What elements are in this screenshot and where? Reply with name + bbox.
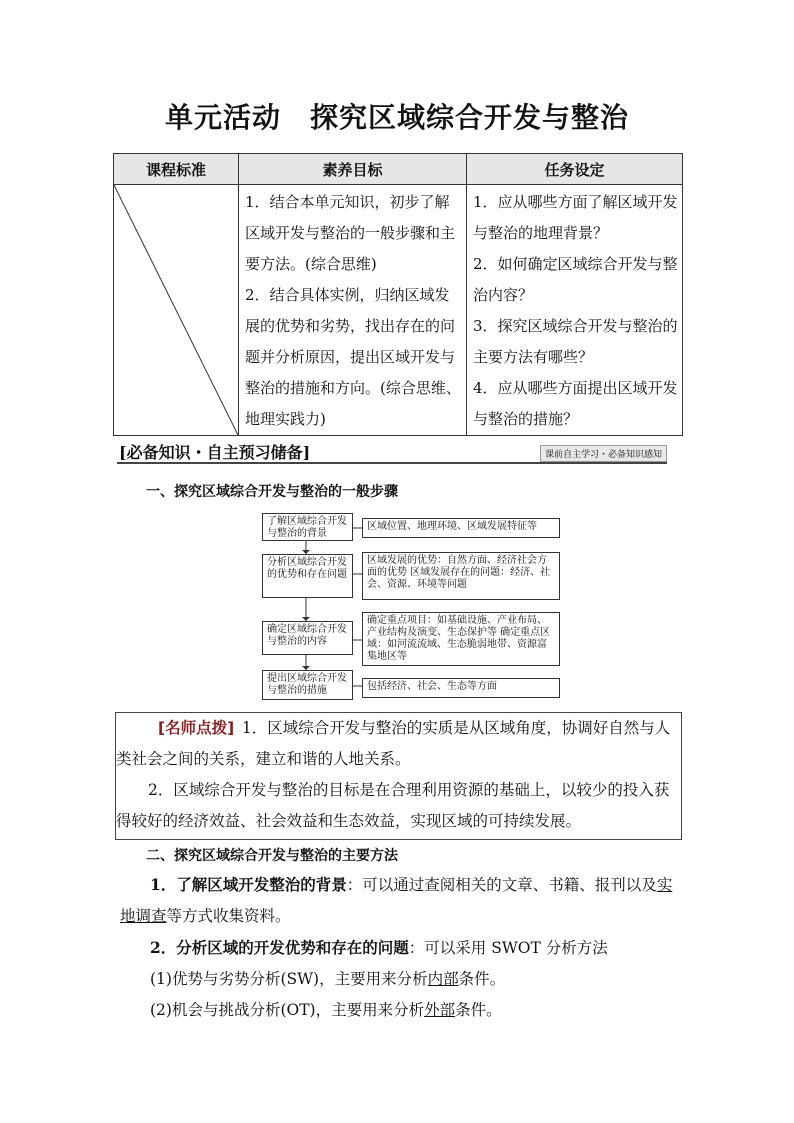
heading-steps: 一、探究区域综合开发与整治的一般步骤: [146, 484, 398, 500]
tasks-cell: [467, 185, 683, 436]
swot-sw-underline: 内部: [427, 970, 459, 988]
flow-note-content: 确定重点项目：如基础设施、产业布局、产业结构及演变、生态保护等 确定重点区域：如河流流域、生态脆弱地带、资源富集地区等: [362, 612, 560, 666]
flow-step-background: 了解区域综合开发与整治的背景: [262, 513, 353, 541]
swot-sw: [120, 964, 680, 995]
flow-note-background: 区域位置、地理环境、区域发展特征等: [362, 518, 560, 538]
swot-ot-end: 条件。: [455, 1001, 502, 1019]
method-1-text: ：可以通过查阅相关的文章、书籍、报刊以及: [346, 876, 657, 894]
tip-paragraph-1: [116, 713, 681, 775]
page-title: 单元活动 探究区域综合开发与整治: [164, 101, 629, 134]
flow-note-measures: 包括经济、社会、生态等方面: [362, 678, 560, 698]
section-title: [必备知识・自主预习储备]: [119, 443, 311, 462]
goals-cell: [239, 185, 467, 436]
flowchart: [260, 508, 570, 708]
empty-diagonal-cell: [114, 185, 239, 436]
diagonal-line: [114, 185, 238, 435]
method-2: [120, 932, 680, 964]
header-task-settings: 任务设定: [467, 154, 683, 185]
methods-text: [120, 869, 680, 1026]
method-1-lead: 1．了解区域开发整治的背景: [150, 875, 347, 894]
swot-ot-text: (2)机会与挑战分析(OT)，主要用来分析: [150, 1001, 425, 1019]
task-item: 2．如何确定区域综合开发与整治内容？: [473, 255, 678, 304]
swot-sw-end: 条件。: [458, 970, 506, 988]
flow-note-analysis: 区域发展的优势：自然方面、经济社会方面的优势 区域发展存在的问题：经济、社会、资源、环境等问题: [362, 552, 560, 600]
section-tag: 课前自主学习・必备知识感知: [540, 445, 667, 462]
header-literacy-goals: 素养目标: [239, 154, 467, 185]
method-2-lead: 2．分析区域的开发优势和存在的问题: [150, 938, 409, 957]
goal-item: 2．结合具体实例，归纳区域发展的优势和劣势，找出存在的问题并分析原因，提出区域开发与整治的措施和方向。(综合思维、地理实践力): [245, 286, 461, 428]
header-curriculum-standard: 课程标准: [114, 154, 239, 185]
teacher-tip-box: [115, 712, 682, 840]
task-item: 4．应从哪些方面提出区域开发与整治的措施？: [473, 379, 678, 428]
task-item: 1．应从哪些方面了解区域开发与整治的地理背景？: [473, 193, 678, 242]
tip-paragraph-2: 2．区域综合开发与整治的目标是在合理利用资源的基础上，以较少的投入获得较好的经济效益、社会效益和生态效益，实现区域的可持续发展。: [116, 781, 670, 830]
swot-ot: [120, 995, 680, 1026]
method-1-underline: 实地调查: [120, 876, 673, 925]
flow-step-measures: 提出区域综合开发与整治的措施: [262, 670, 353, 700]
swot-sw-text: (1)优势与劣势分析(SW)，主要用来分析: [150, 970, 428, 988]
curriculum-table: [113, 153, 683, 436]
method-1: [120, 869, 680, 932]
tip-text-1: 1．区域综合开发与整治的实质是从区域角度，协调好自然与人类社会之间的关系，建立和谐的人地关系。: [116, 719, 671, 768]
swot-ot-underline: 外部: [424, 1001, 456, 1019]
method-1-end: 等方式收集资料。: [166, 907, 291, 925]
tip-label: [名师点拨]: [158, 719, 235, 737]
flow-step-analysis: 分析区域综合开发的优势和存在问题: [262, 554, 353, 598]
task-item: 3．探究区域综合开发与整治的主要方法有哪些？: [473, 317, 678, 366]
method-2-text: ：可以采用 SWOT 分析方法: [408, 939, 608, 957]
flow-step-content: 确定区域综合开发与整治的内容: [262, 621, 353, 655]
section-header: [117, 440, 667, 464]
heading-methods: 二、探究区域综合开发与整治的主要方法: [146, 848, 398, 864]
goal-item: 1．结合本单元知识，初步了解区域开发与整治的一般步骤和主要方法。(综合思维): [245, 193, 456, 273]
